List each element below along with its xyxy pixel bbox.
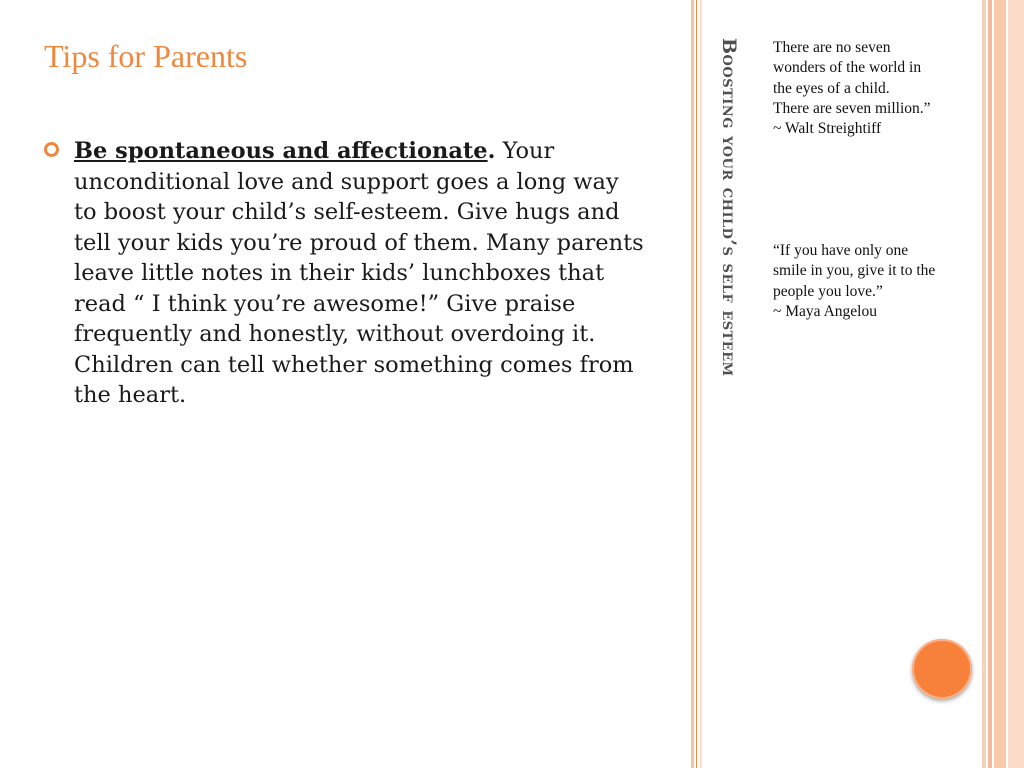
decor-stripe <box>994 0 1006 768</box>
decor-stripe <box>988 0 992 768</box>
quote-walt-streightiff: There are no seven wonders of the world in the eyes of a child. There are seven million.” ~ Walt Streightiff <box>773 39 931 138</box>
bullet-item <box>44 136 644 411</box>
slide-title-vertical: Boosting your child’s self esteem <box>718 38 740 377</box>
divider-line <box>691 0 694 768</box>
orange-circle-button[interactable] <box>912 639 972 699</box>
bullet-lead-punct: . <box>487 138 496 164</box>
bullet-lead: Be spontaneous and affectionate <box>74 138 488 164</box>
decor-stripe <box>1008 0 1024 768</box>
circle-bullet-icon <box>44 142 59 157</box>
quote-maya-angelou: “If you have only one smile in you, give it to the people you love.” ~ Maya Angelou <box>773 242 936 320</box>
divider-line <box>696 0 697 768</box>
divider-line <box>700 0 702 768</box>
slide-subtitle: Tips for Parents <box>44 38 248 74</box>
bullet-body: Your unconditional love and support goes a long way to boost your child’s self-esteem. Give hugs and tell your kids you’re proud of them. Many parents leave little notes in their kids’ lunchboxes that read “ I think you’re awesome!” Give praise frequently and honestly, without overdoing it. Children can tell whether something comes from the heart. <box>74 138 644 408</box>
bullet-text <box>74 136 644 411</box>
decor-stripe <box>982 0 986 768</box>
